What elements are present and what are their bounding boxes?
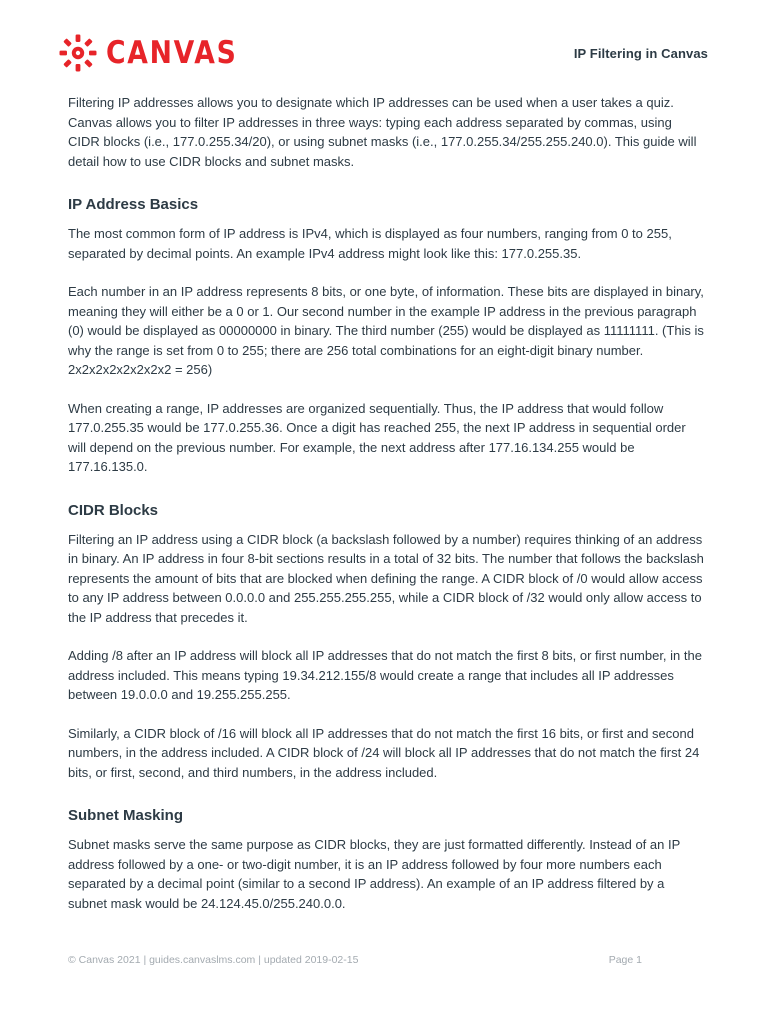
paragraph: Similarly, a CIDR block of /16 will block all IP addresses that do not match the first 16 bits, or first and second numbers, in the address included. A CIDR block of /24 will block all IP addresses that do not match the first 24 bits, or first, second, and third numbers, in the address included. (68, 725, 700, 780)
paragraph: Filtering an IP address using a CIDR block (a backslash followed by a number) requires thinking of an address in binary. An IP address in four 8-bit sections results in a total of 32 bits. The number that follows the backslash represents the amount of bits that are blocked when defining the range. A CIDR block of /0 would allow access to any IP address between 0.0.0.0 and 255.255.255.255, while a CIDR block of /32 would only allow access to the IP address that precedes it. (68, 531, 704, 625)
section-heading-cidr-blocks: CIDR Blocks (68, 501, 159, 519)
page-number: Page 1 (608, 954, 642, 966)
paragraph: Adding /8 after an IP address will block all IP addresses that do not match the first 8 bits, or first number, in the address included. This means typing 19.34.212.155/8 would create a range that includes all IP addresses between 19.0.0.0 and 19.255.255.255. (68, 648, 702, 702)
document-title: IP Filtering in Canvas (573, 46, 708, 61)
paragraph: The most common form of IP address is IPv4, which is displayed as four numbers, ranging from 0 to 255, separated by decimal points. An example IPv4 address might look like this: 177.0.255.35. (68, 226, 672, 261)
intro-paragraph: Filtering IP addresses allows you to designate which IP addresses can be used when a user takes a quiz. Canvas allows you to filter IP addresses in three ways: typing each address separated by commas, using CIDR blocks (i.e., 177.0.255.34/20), or using subnet masks (i.e., 177.0.255.34/255.255.240.0). This guide will detail how to use CIDR blocks and subnet masks. (68, 95, 697, 169)
paragraph: Subnet masks serve the same purpose as CIDR blocks, they are just formatted differently. Instead of an IP address followed by a one- or two-digit number, it is an IP address followed by four more numbers each separated by a decimal point (similar to a second IP address). An example of an IP address filtered by a subnet mask would be 24.124.45.0/255.240.0.0. (68, 837, 681, 911)
canvas-logo-icon (58, 33, 98, 73)
document-body (68, 93, 704, 932)
section-heading-ip-basics: IP Address Basics (68, 196, 199, 213)
footer-copyright: © Canvas 2021 | guides.canvaslms.com | updated 2019-02-15 (68, 954, 359, 966)
logo-wordmark: CANVAS (106, 34, 238, 71)
paragraph: Each number in an IP address represents 8 bits, or one byte, of information. These bits are displayed in binary, meaning they will either be a 0 or 1. Our second number in the example IP address in the previous paragraph (0) would be displayed as 00000000 in binary. The third number (255) would be displayed as 11111111. (This is why the range is set from 0 to 255; there are 256 total combinations for an eight-digit binary number. 2x2x2x2x2x2x2x2 = 256) (68, 284, 704, 377)
paragraph: When creating a range, IP addresses are organized sequentially. Thus, the IP address that would follow 177.0.255.35 would be 177.0.255.36. Once a digit has reached 255, the next IP address in sequential order will depend on the previous number. For example, the next address after 177.16.134.255 would be 177.16.135.0. (68, 400, 686, 474)
page-header (58, 28, 708, 78)
section-heading-subnet-masking: Subnet Masking (68, 807, 184, 824)
canvas-logo (58, 28, 259, 78)
